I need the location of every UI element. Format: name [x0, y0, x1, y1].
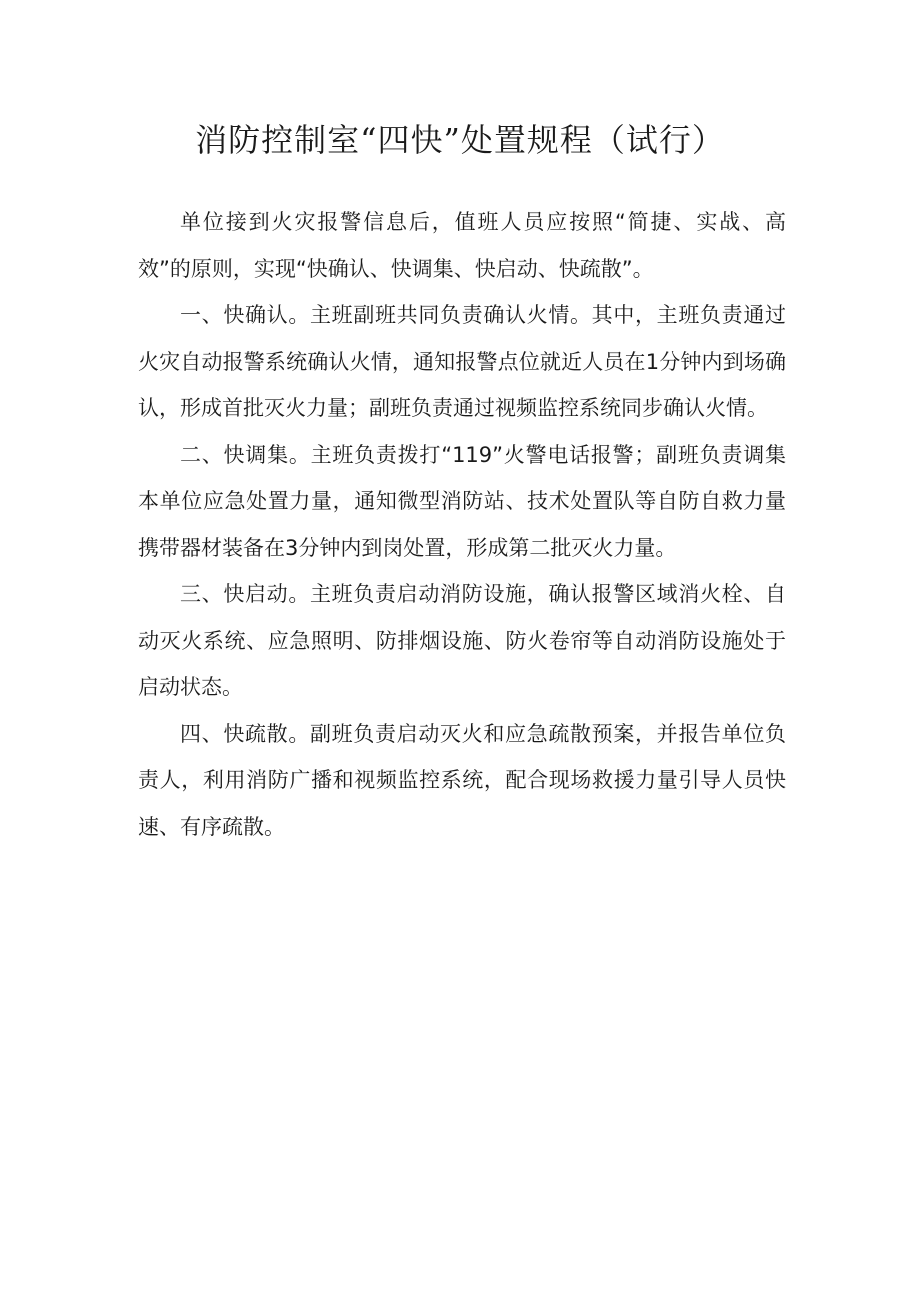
paragraph-intro: 单位接到火灾报警信息后，值班人员应按照“简捷、实战、高效”的原则，实现“快确认、快调集、快启动、快疏散”。 — [138, 210, 786, 281]
document-title: 消防控制室“四快”处置规程（试行） — [195, 121, 725, 159]
paragraph-quick-mobilize: 二、快调集。主班负责拨打“119”火警电话报警；副班负责调集本单位应急处置力量，通知微型消防站、技术处置队等自防自救力量携带器材装备在3分钟内到岗处置，形成第二批灭火力量。 — [138, 442, 786, 560]
paragraph-quick-confirm: 一、快确认。主班副班共同负责确认火情。其中，主班负责通过火灾自动报警系统确认火情，通知报警点位就近人员在1分钟内到场确认，形成首批灭火力量；副班负责通过视频监控系统同步确认火情。 — [138, 303, 786, 420]
paragraph-quick-activate: 三、快启动。主班负责启动消防设施，确认报警区域消火栓、自动灭火系统、应急照明、防排烟设施、防火卷帘等自动消防设施处于启动状态。 — [138, 582, 786, 699]
document-body — [138, 199, 786, 850]
paragraph-quick-evacuate: 四、快疏散。副班负责启动灭火和应急疏散预案，并报告单位负责人，利用消防广播和视频监控系统，配合现场救援力量引导人员快速、有序疏散。 — [138, 721, 786, 839]
